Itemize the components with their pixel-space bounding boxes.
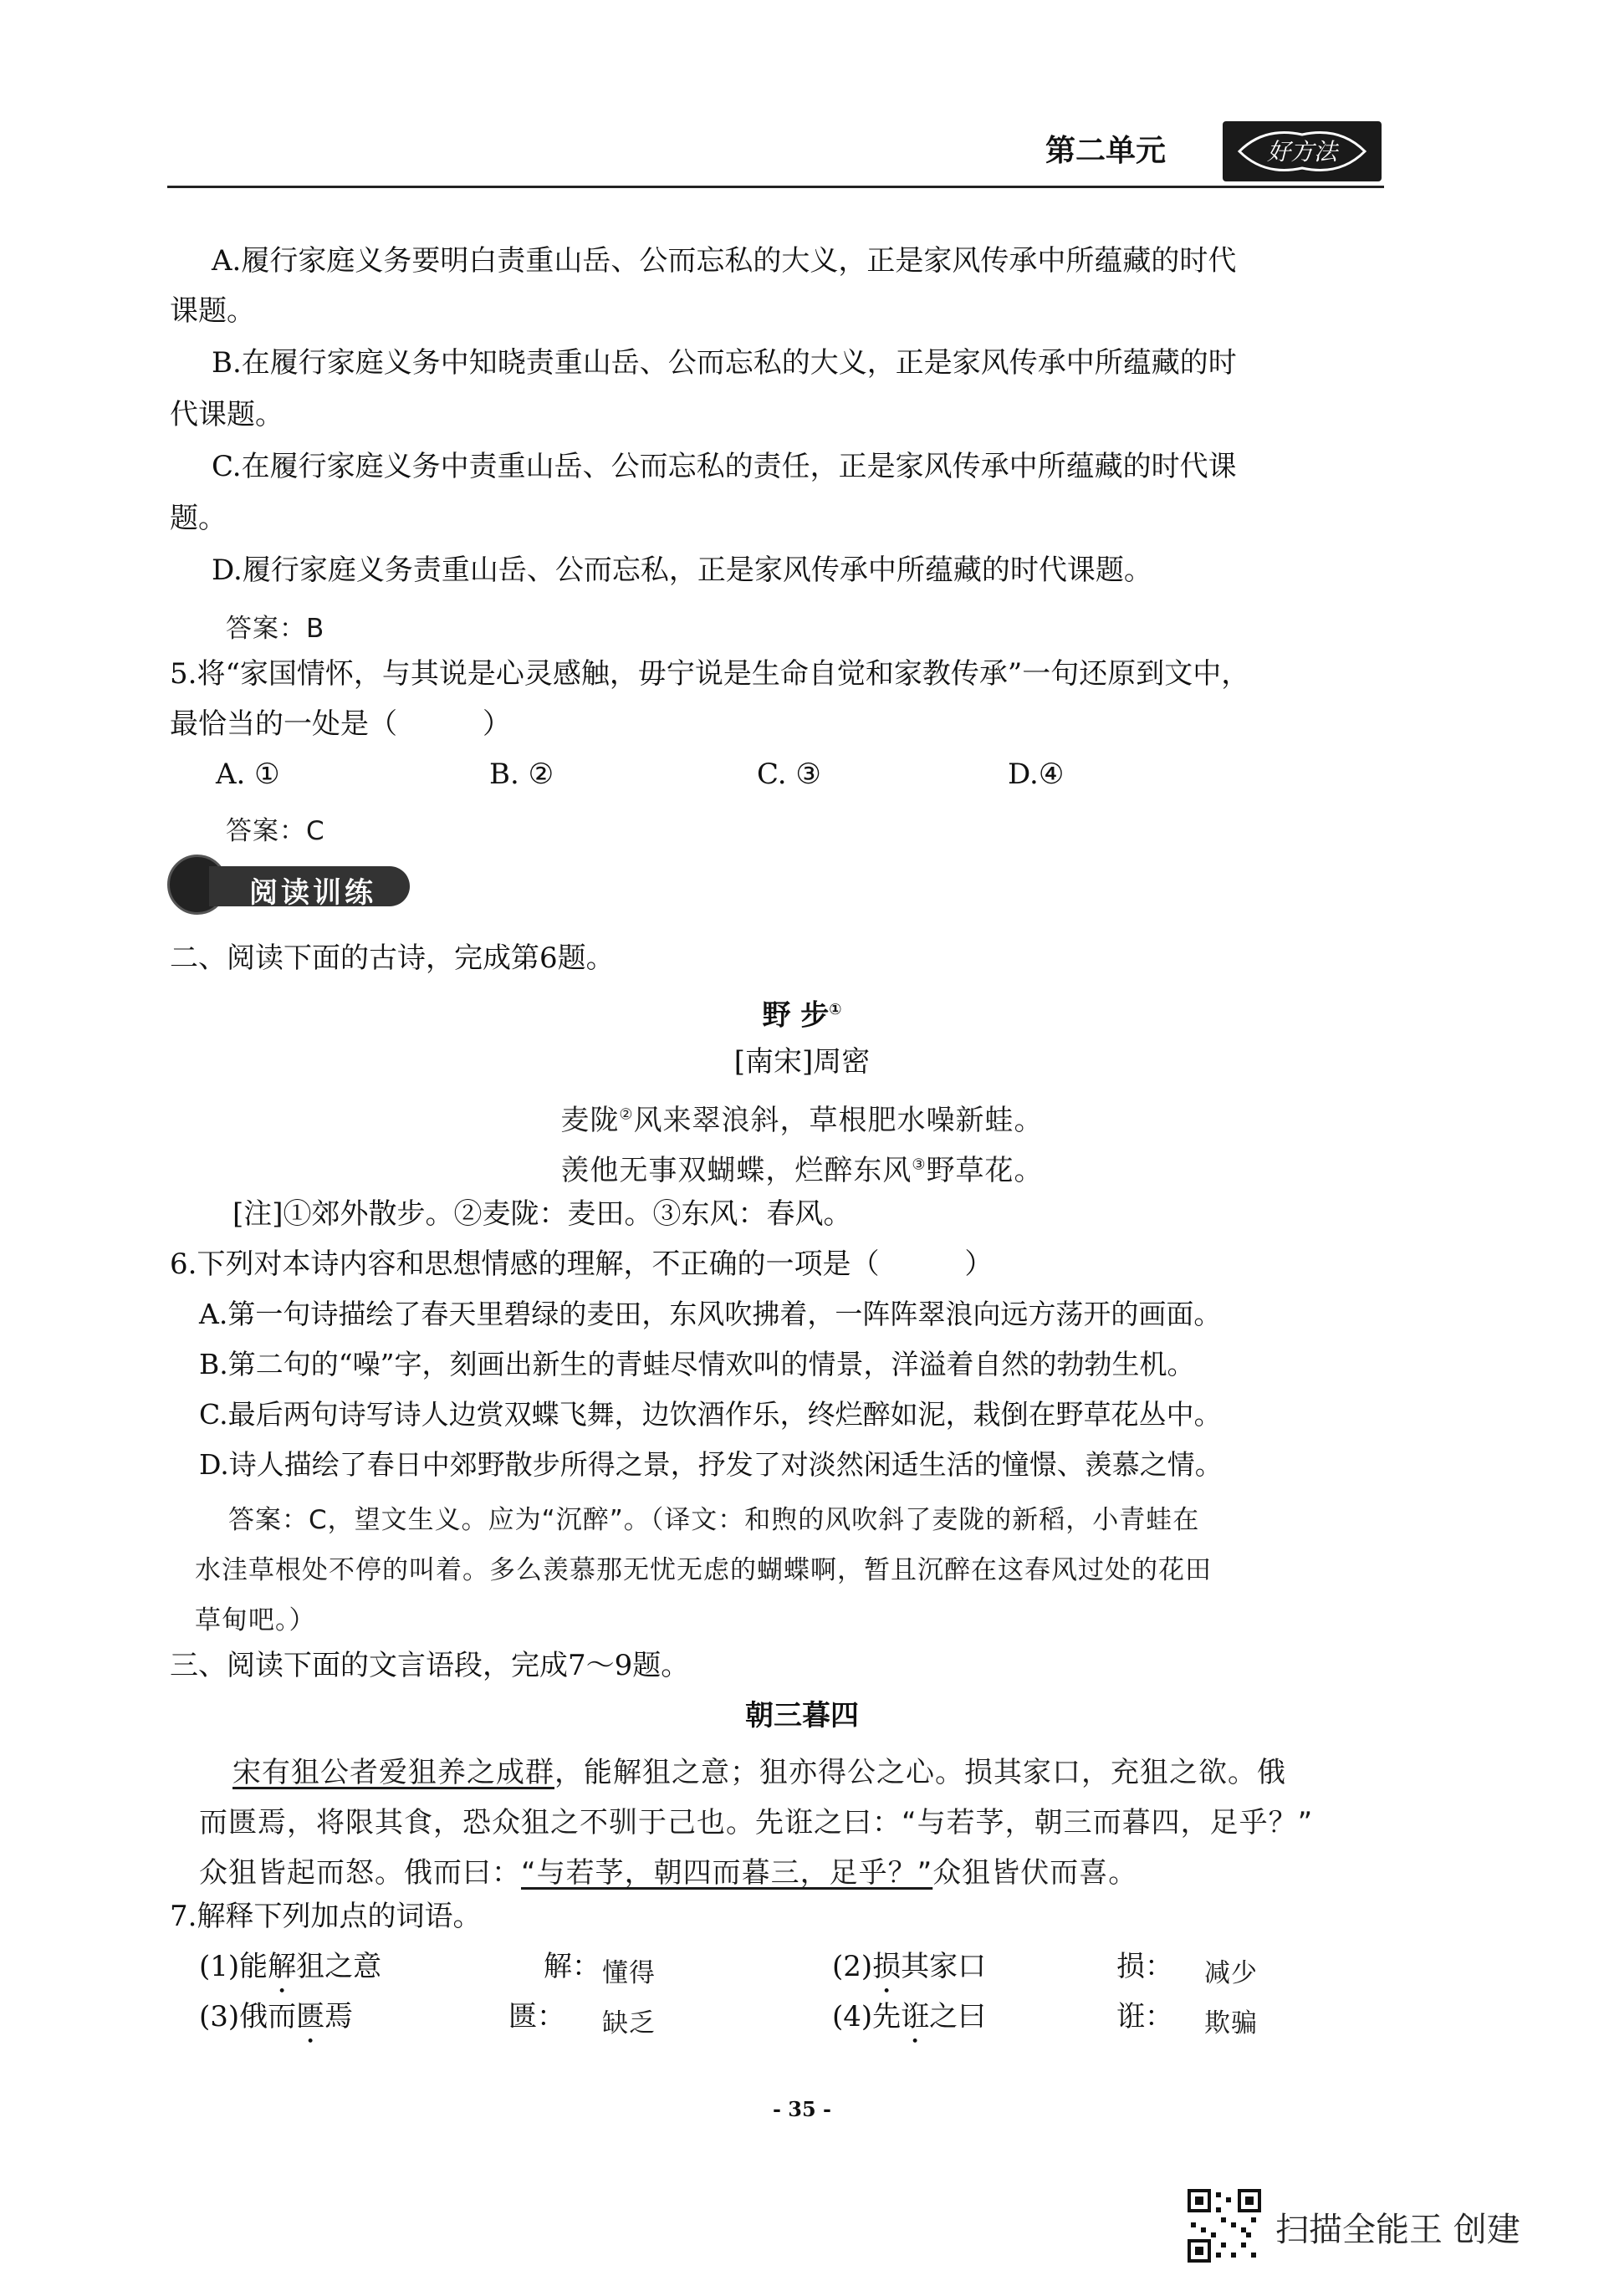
q7-item-1-answer: 懂得 (602, 1958, 656, 1988)
poem-line-1-note: ② (619, 1105, 634, 1124)
unit-title: 第二单元 (1045, 134, 1167, 168)
poem-line-1 (0, 1097, 1604, 1138)
poem-line-2 (0, 1147, 1604, 1188)
q4-option-a-line1: A.履行家庭义务要明白责重山岳、公而忘私的大义，正是家风传承中所蕴藏的时代 (212, 244, 1237, 278)
passage-line-2: 而匮焉，将限其食，恐众狙之不驯于己也。先诳之曰：“与若芧，朝三而暮四，足乎？” (199, 1806, 1314, 1839)
q7-item-4-answer: 欺骗 (1204, 2008, 1258, 2038)
poem-notes: [注]①郊外散步。②麦陇：麦田。③东风：春风。 (232, 1197, 852, 1231)
q7-item-1-pre: (1)能 (199, 1950, 268, 1983)
q7-item-4-post: 之曰 (929, 2000, 987, 2033)
passage-line-3 (199, 1850, 1137, 1890)
poem-line-2-note: ③ (912, 1156, 927, 1174)
q7-item-2-post: 其家口 (901, 1950, 987, 1983)
passage-line-3b: 众狙皆伏而喜。 (932, 1856, 1138, 1890)
q7-item-1-dotted-word: 解 (268, 1950, 297, 1983)
q7-item-4-dotted-word: 诳 (901, 2000, 930, 2033)
q5-stem-line1: 5.将“家国情怀，与其说是心灵感触，毋宁说是生命自觉和家教传承”一句还原到文中， (170, 657, 1250, 691)
passage-underlined-sentence-2: “与若芧，朝四而暮三，足乎？” (521, 1856, 933, 1890)
poem-line-1b: 风来翠浪斜，草根肥水噪新蛙。 (633, 1104, 1044, 1137)
q7-item-4-pre: (4)先 (832, 2000, 902, 2033)
scanner-watermark: 扫描全能王 创建 (1275, 2211, 1520, 2249)
q6-option-b: B.第二句的“噪”字，刻画出新生的青蛙尽情欢叫的情景，洋溢着自然的勃勃生机。 (199, 1348, 1195, 1380)
passage-underlined-sentence-1: 宋有狙公者爱狙养之成群 (232, 1756, 554, 1789)
q7-item-2-answer: 减少 (1204, 1958, 1258, 1988)
q7-item-3-term: 匮： (508, 2000, 565, 2033)
q7-item-3-answer: 缺乏 (602, 2008, 656, 2038)
q4-option-b-line2: 代课题。 (170, 398, 284, 431)
q5-option-d: D.④ (1008, 758, 1065, 791)
q5-option-b: B. ② (489, 758, 554, 791)
q5-answer: 答案：C (226, 816, 325, 846)
logo-text: 好方法 (1266, 138, 1338, 166)
q4-answer: 答案：B (226, 614, 325, 644)
section3-heading: 三、阅读下面的文言语段，完成7～9题。 (170, 1649, 690, 1682)
q4-option-c-line1: C.在履行家庭义务中责重山岳、公而忘私的责任，正是家风传承中所蕴藏的时代课 (212, 450, 1237, 483)
qr-code-icon (1188, 2189, 1261, 2263)
q7-item-2-pre: (2) (832, 1950, 873, 1983)
passage-line-1 (232, 1749, 1286, 1790)
passage-line-3a: 众狙皆起而怒。俄而曰： (199, 1856, 521, 1890)
q5-stem-line2: 最恰当的一处是（ ） (170, 707, 511, 741)
poem-line-1a: 麦陇 (560, 1104, 620, 1137)
q6-answer-line1: 答案：C，望文生义。应为“沉醉”。（译文：和煦的风吹斜了麦陇的新稻，小青蛙在 (228, 1505, 1200, 1535)
q6-answer-line2: 水洼草根处不停的叫着。多么羡慕那无忧无虑的蝴蝶啊，暂且沉醉在这春风过处的花田 (195, 1555, 1212, 1585)
q7-item-4-term: 诳： (1116, 2000, 1173, 2033)
passage-line-1-rest: ，能解狙之意；狙亦得公之心。损其家口，充狙之欲。俄 (554, 1756, 1286, 1789)
poem-title (0, 993, 1604, 1032)
q7-item-3-dotted-word: 匮 (296, 2000, 325, 2033)
section2-heading: 二、阅读下面的古诗，完成第6题。 (170, 941, 615, 975)
reading-training-banner (167, 855, 410, 916)
poem-title-note: ① (829, 1001, 842, 1018)
page-number: - 35 - (772, 2097, 832, 2121)
q7-item-4 (832, 2000, 986, 2050)
q6-stem: 6.下列对本诗内容和思想情感的理解，不正确的一项是（ ） (170, 1247, 994, 1281)
q7-item-3-pre: (3)俄而 (199, 2000, 297, 2033)
logo-emblem-icon (1223, 121, 1382, 181)
q7-item-1-term: 解： (544, 1950, 600, 1983)
q4-option-c-line2: 题。 (170, 502, 227, 535)
q4-option-d: D.履行家庭义务责重山岳、公而忘私，正是家风传承中所蕴藏的时代课题。 (212, 554, 1152, 587)
q7-item-1-post: 狙之意 (296, 1950, 382, 1983)
q5-option-a: A. ① (216, 758, 280, 791)
q7-item-2-term: 损： (1116, 1950, 1173, 1983)
q6-answer-line3: 草甸吧。） (195, 1605, 316, 1635)
header-logo (1223, 121, 1382, 181)
q5-option-c: C. ③ (757, 758, 821, 791)
q7-item-2-dotted-word: 损 (872, 1950, 902, 1983)
passage-title: 朝三暮四 (745, 1699, 859, 1732)
q4-option-b-line1: B.在履行家庭义务中知晓责重山岳、公而忘私的大义，正是家风传承中所蕴藏的时 (212, 346, 1237, 380)
q6-option-d: D.诗人描绘了春日中郊野散步所得之景，抒发了对淡然闲适生活的憧憬、羡慕之情。 (199, 1448, 1223, 1481)
banner-label: 阅读训练 (249, 876, 376, 910)
q7-item-3 (199, 2000, 353, 2050)
q7-item-3-post: 焉 (324, 2000, 354, 2033)
q6-option-a: A.第一句诗描绘了春天里碧绿的麦田，东风吹拂着，一阵阵翠浪向远方荡开的画面。 (199, 1298, 1222, 1330)
q7-item-1 (199, 1950, 381, 2000)
q4-option-a-line2: 课题。 (170, 294, 255, 328)
poem-line-2a: 羡他无事双蝴蝶，烂醉东风 (560, 1154, 912, 1187)
poem-title-text: 野 步 (762, 998, 830, 1033)
q7-stem: 7.解释下列加点的词语。 (170, 1900, 482, 1933)
header-divider (167, 186, 1384, 188)
poem-author: [南宋]周密 (733, 1045, 871, 1079)
q6-option-c: C.最后两句诗写诗人边赏双蝶飞舞，边饮酒作乐，终烂醉如泥，栽倒在野草花丛中。 (199, 1398, 1222, 1431)
poem-line-2b: 野草花。 (926, 1154, 1044, 1187)
q7-item-2 (832, 1950, 986, 2000)
